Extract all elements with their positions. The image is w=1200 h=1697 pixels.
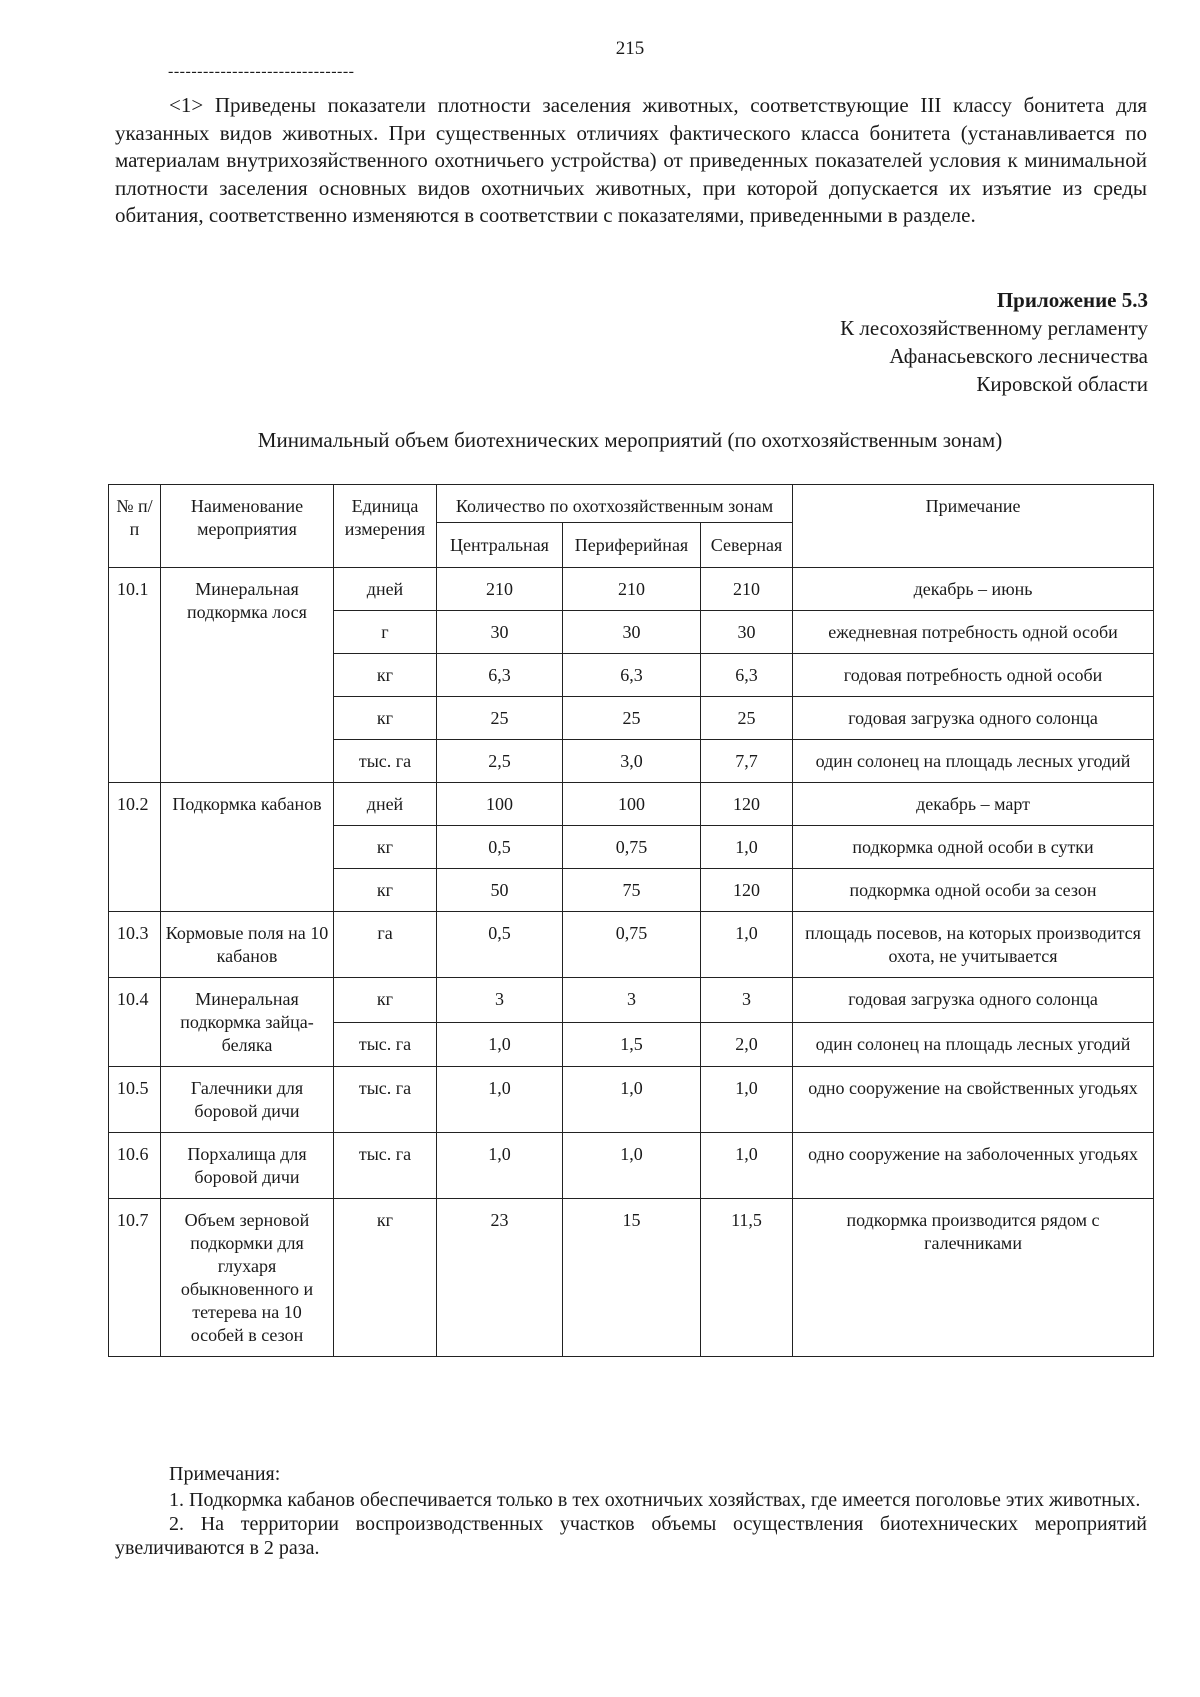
peripheral-value: 1,0 [563,1133,701,1199]
peripheral-value: 0,75 [563,826,701,869]
note-item: 2. На территории воспроизводственных участков объемы осуществления биотехнических мероприятий увеличиваются в 2 раза. [115,1513,1147,1559]
table-row [109,1199,1154,1357]
unit-cell: тыс. га [334,1067,437,1133]
northern-value: 11,5 [701,1199,793,1357]
northern-value: 3 [701,978,793,1023]
unit-cell: дней [334,783,437,826]
peripheral-value: 0,75 [563,912,701,978]
measure-name: Подкормка кабанов [161,783,334,912]
table-row [109,1067,1154,1133]
note-cell: подкормка одной особи в сутки [793,826,1154,869]
notes-section [115,1462,1147,1560]
unit-cell: тыс. га [334,1133,437,1199]
unit-cell: кг [334,978,437,1023]
header-unit: Единица измерения [334,485,437,568]
header-central: Центральная [437,523,563,568]
row-number: 10.4 [109,978,161,1067]
peripheral-value: 1,5 [563,1022,701,1067]
northern-value: 7,7 [701,740,793,783]
peripheral-value: 3 [563,978,701,1023]
central-value: 1,0 [437,1067,563,1133]
northern-value: 120 [701,783,793,826]
central-value: 210 [437,568,563,611]
header-zones: Количество по охотхозяйственным зонам [437,485,793,523]
unit-cell: кг [334,1199,437,1357]
unit-cell: кг [334,869,437,912]
table-row [109,912,1154,978]
northern-value: 30 [701,611,793,654]
footnote-text: <1> Приведены показатели плотности заселения животных, соответствующие III классу бонитета для указанных видов животных. При существенных отличиях фактического класса бонитета (устанавливается по материалам внутрихозяйственного охотничьего устройства) от приведенных показателей условия к минимальной плотности заселения основных видов охотничьих животных, при которой допускается их изъятие из среды обитания, соответственно изменяются в соответствии с показателями, приведенными в разделе. [115,93,1147,227]
measure-name: Кормовые поля на 10 кабанов [161,912,334,978]
row-number: 10.2 [109,783,161,912]
peripheral-value: 3,0 [563,740,701,783]
northern-value: 25 [701,697,793,740]
header-note: Примечание [793,485,1154,568]
row-number: 10.1 [109,568,161,783]
northern-value: 120 [701,869,793,912]
appendix-line-2: Афанасьевского лесничества [889,344,1148,368]
central-value: 1,0 [437,1022,563,1067]
measure-name: Минеральная подкормка зайца-беляка [161,978,334,1067]
row-number: 10.7 [109,1199,161,1357]
peripheral-value: 1,0 [563,1067,701,1133]
northern-value: 1,0 [701,1133,793,1199]
header-num: № п/п [109,485,161,568]
peripheral-value: 210 [563,568,701,611]
header-northern: Северная [701,523,793,568]
central-value: 0,5 [437,826,563,869]
measure-name: Галечники для боровой дичи [161,1067,334,1133]
unit-cell: га [334,912,437,978]
unit-cell: кг [334,826,437,869]
unit-cell: кг [334,697,437,740]
table-row [109,978,1154,1023]
note-cell: декабрь – июнь [793,568,1154,611]
note-cell: годовая загрузка одного солонца [793,697,1154,740]
note-cell: декабрь – март [793,783,1154,826]
measure-name: Объем зерновой подкормки для глухаря обыкновенного и тетерева на 10 особей в сезон [161,1199,334,1357]
central-value: 6,3 [437,654,563,697]
peripheral-value: 15 [563,1199,701,1357]
appendix-header [648,286,1148,398]
row-number: 10.3 [109,912,161,978]
note-cell: подкормка производится рядом с галечниками [793,1199,1154,1357]
note-cell: ежедневная потребность одной особи [793,611,1154,654]
northern-value: 1,0 [701,826,793,869]
row-number: 10.6 [109,1133,161,1199]
note-cell: одно сооружение на заболоченных угодьях [793,1133,1154,1199]
central-value: 2,5 [437,740,563,783]
table-row [109,568,1154,611]
northern-value: 6,3 [701,654,793,697]
page-number: 215 [615,38,645,59]
northern-value: 1,0 [701,912,793,978]
peripheral-value: 6,3 [563,654,701,697]
notes-header: Примечания: [169,1463,281,1485]
northern-value: 210 [701,568,793,611]
northern-value: 2,0 [701,1022,793,1067]
header-name: Наименование мероприятия [161,485,334,568]
central-value: 100 [437,783,563,826]
note-cell: площадь посевов, на которых производится охота, не учитывается [793,912,1154,978]
biotechnical-measures-table [108,484,1154,1357]
peripheral-value: 25 [563,697,701,740]
central-value: 1,0 [437,1133,563,1199]
table-title: Минимальный объем биотехнических мероприятий (по охотхозяйственным зонам) [257,428,1003,452]
unit-cell: г [334,611,437,654]
note-cell: годовая загрузка одного солонца [793,978,1154,1023]
measure-name: Минеральная подкормка лося [161,568,334,783]
measure-name: Порхалища для боровой дичи [161,1133,334,1199]
appendix-title: Приложение 5.3 [996,288,1148,312]
note-item: 1. Подкормка кабанов обеспечивается только в тех охотничьих хозяйствах, где имеется поголовье этих животных. [169,1489,1141,1511]
footnote-separator: -------------------------------- [168,63,355,80]
note-cell: подкормка одной особи за сезон [793,869,1154,912]
central-value: 23 [437,1199,563,1357]
row-number: 10.5 [109,1067,161,1133]
note-cell: один солонец на площадь лесных угодий [793,740,1154,783]
central-value: 50 [437,869,563,912]
note-cell: годовая потребность одной особи [793,654,1154,697]
unit-cell: тыс. га [334,1022,437,1067]
table-row [109,1133,1154,1199]
table-row [109,783,1154,826]
central-value: 0,5 [437,912,563,978]
peripheral-value: 100 [563,783,701,826]
central-value: 3 [437,978,563,1023]
note-cell: один солонец на площадь лесных угодий [793,1022,1154,1067]
note-cell: одно сооружение на свойственных угодьях [793,1067,1154,1133]
peripheral-value: 75 [563,869,701,912]
unit-cell: кг [334,654,437,697]
central-value: 30 [437,611,563,654]
unit-cell: тыс. га [334,740,437,783]
peripheral-value: 30 [563,611,701,654]
northern-value: 1,0 [701,1067,793,1133]
appendix-line-1: К лесохозяйственному регламенту [840,316,1148,340]
unit-cell: дней [334,568,437,611]
appendix-line-3: Кировской области [976,372,1148,396]
header-peripheral: Периферийная [563,523,701,568]
central-value: 25 [437,697,563,740]
